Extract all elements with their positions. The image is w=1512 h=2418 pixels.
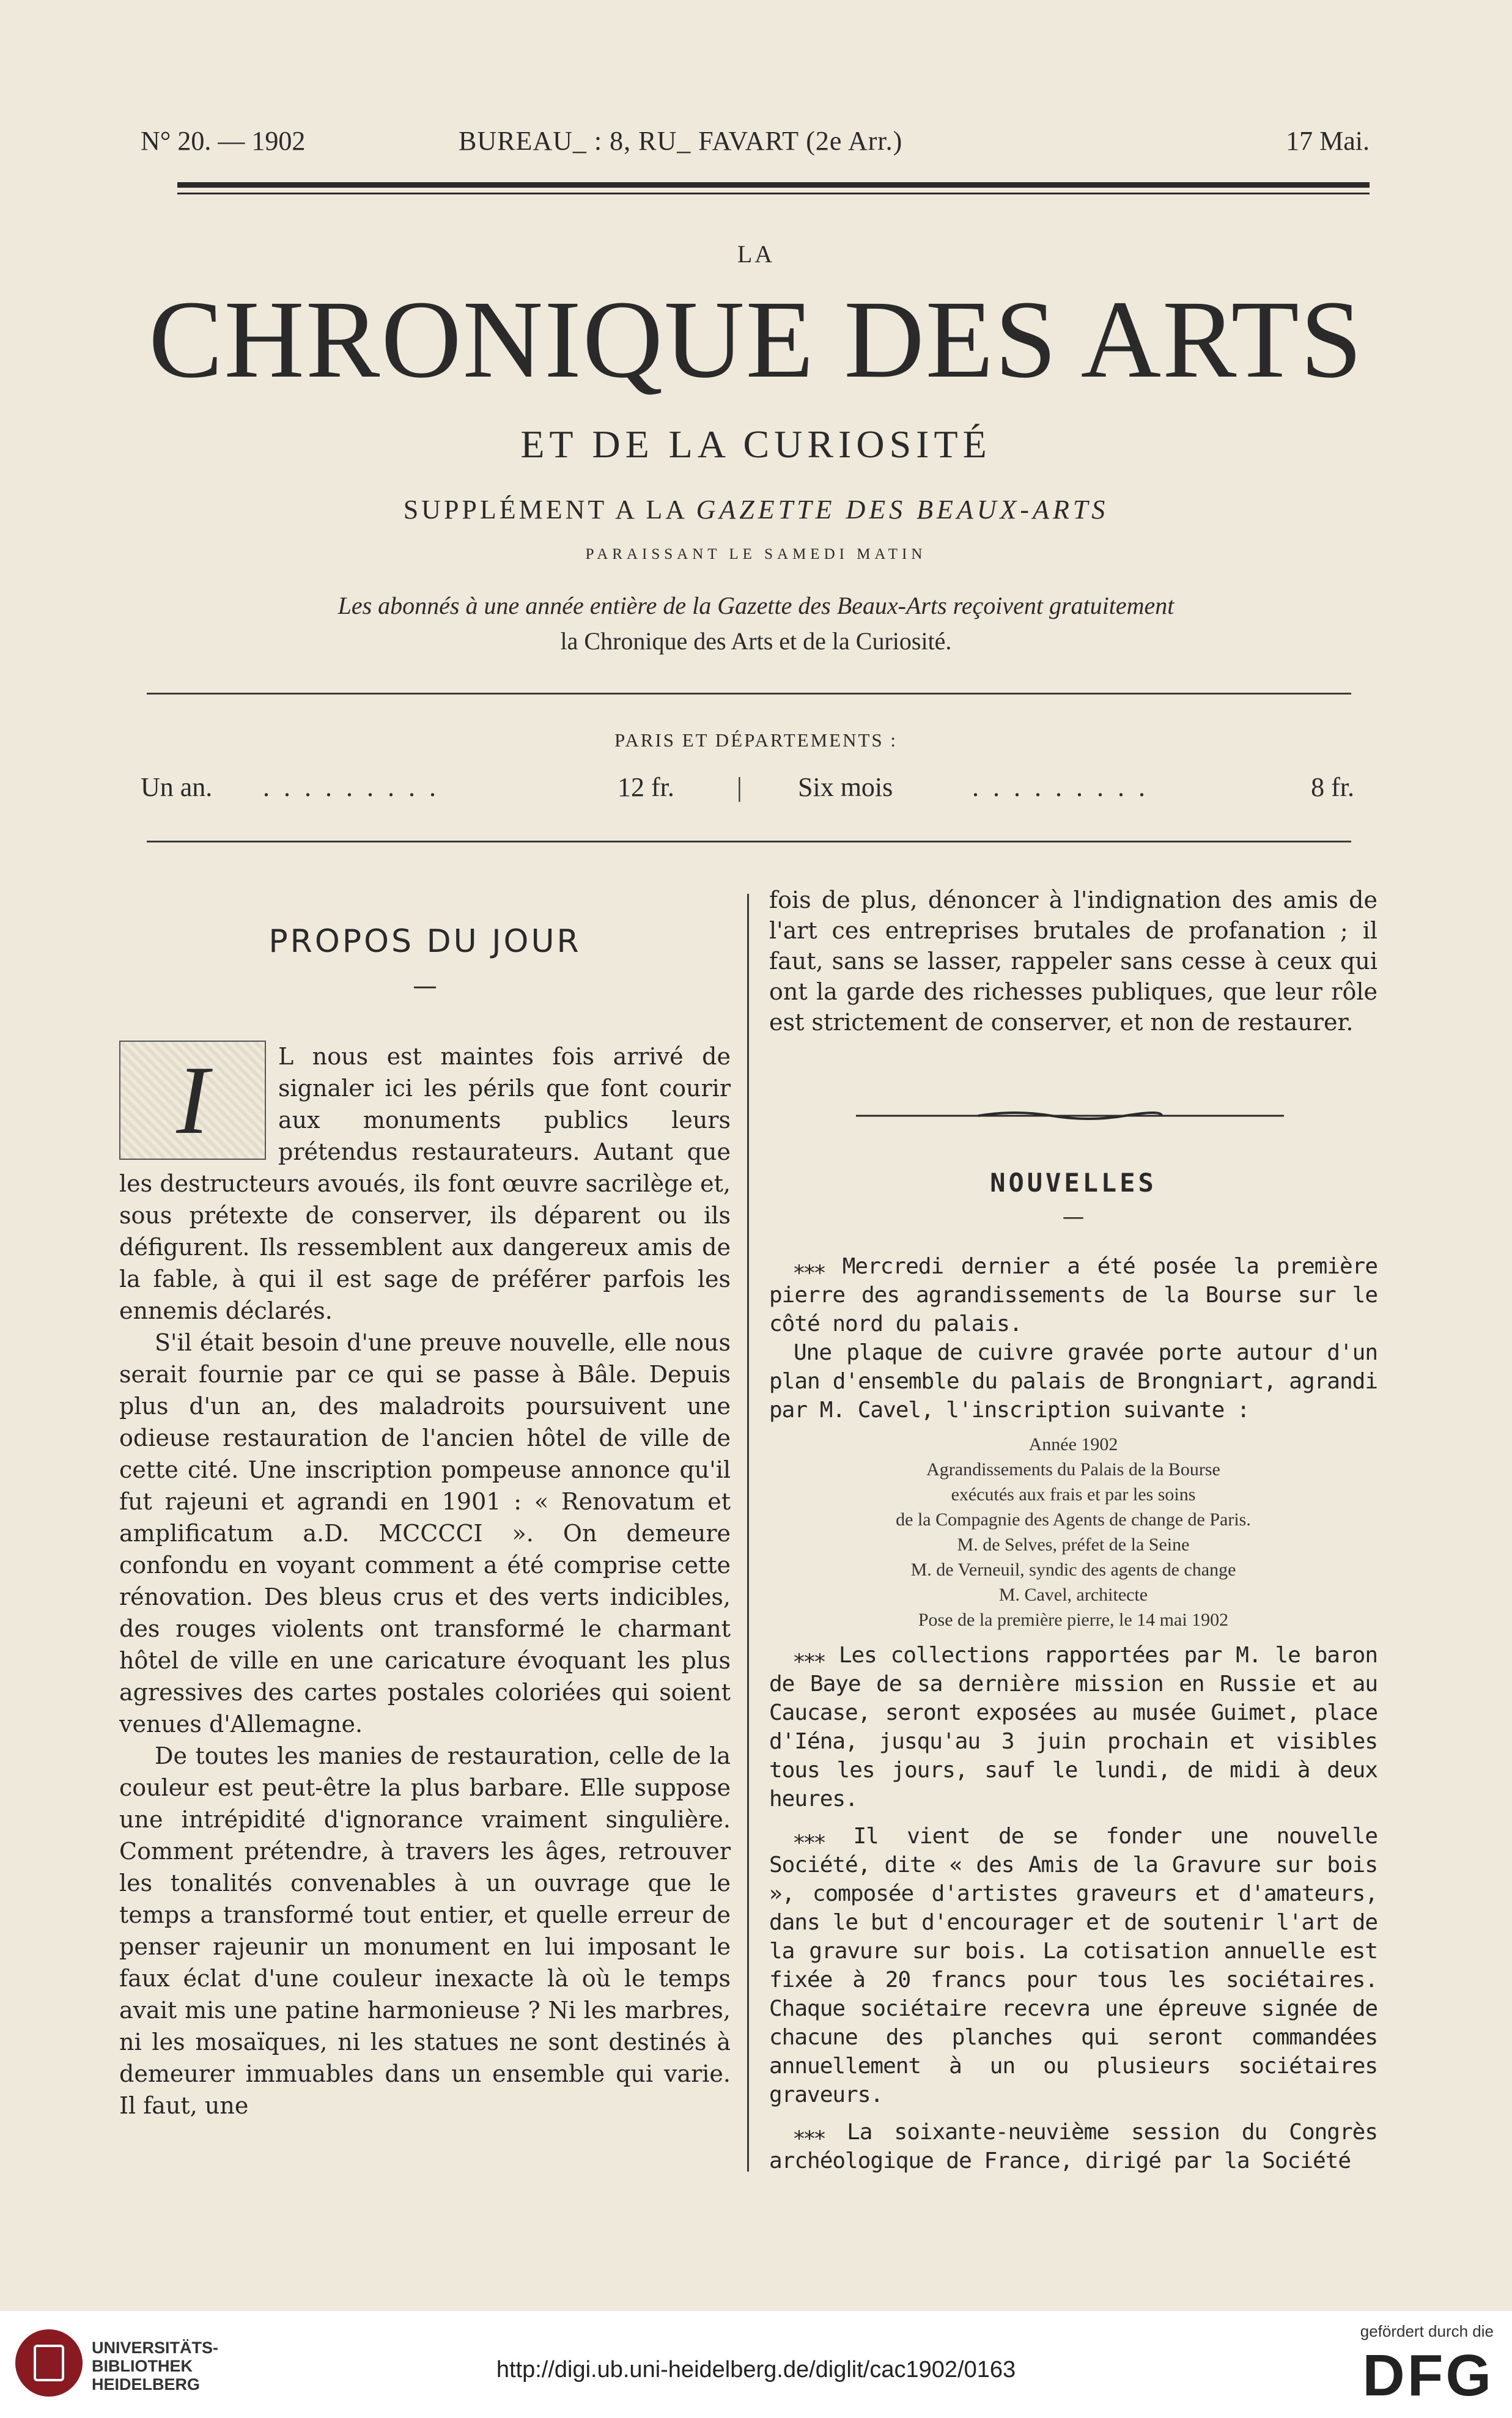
masthead-subtitle: ET DE LA CURIOSITÉ bbox=[520, 422, 992, 466]
price-separator: | bbox=[737, 772, 742, 802]
issue-number: N° 20. — 1902 bbox=[141, 126, 306, 156]
library-line-1: UNIVERSITÄTS- bbox=[92, 2339, 219, 2357]
masthead-title: CHRONIQUE DES ARTS bbox=[149, 278, 1363, 401]
subscribers-line-1: Les abonnés à une année entière de la Gazette des Beaux-Arts reçoivent gratuitement bbox=[337, 592, 1175, 619]
propos-dash: — bbox=[413, 972, 437, 1000]
supplement-line bbox=[0, 494, 1512, 525]
inscription-line: Agrandissements du Palais de la Bourse bbox=[926, 1459, 1220, 1480]
sponsor-caption: gefördert durch die bbox=[1360, 2322, 1494, 2340]
supplement-gazette: GAZETTE DES BEAUX-ARTS bbox=[696, 495, 1109, 525]
inscription-line: M. de Verneuil, syndic des agents de change bbox=[910, 1560, 1236, 1580]
ornamental-dropcap: I bbox=[119, 1041, 266, 1160]
frequency-line: PARAISSANT LE SAMEDI MATIN bbox=[585, 546, 927, 562]
pricing-row bbox=[141, 772, 1354, 808]
inscription-line: M. de Selves, préfet de la Seine bbox=[957, 1535, 1190, 1555]
subscribers-line-2: la Chronique des Arts et de la Curiosité. bbox=[560, 627, 952, 655]
dfg-logo: DFG bbox=[1362, 2343, 1494, 2408]
inscription-line: M. Cavel, architecte bbox=[998, 1585, 1148, 1605]
masthead-article: LA bbox=[737, 240, 775, 268]
year-label: Un an. bbox=[141, 772, 213, 802]
pricing-heading: PARIS ET DÉPARTEMENTS : bbox=[614, 729, 898, 751]
propos-paragraph-2: S'il était besoin d'une preuve nouvelle, elle nous serait fournie par ce qui se passe à Bâle. Depuis plus d'un an, des maladroits poursuivent une odieuse restauration de l'ancien hôtel de ville de cette cité. Une inscription pompeuse annonce qu'il fut rajeuni et agrandi en 1901 : « Renovatum et amplificatum a.D. MCCCCI ». On demeure confondu en voyant comment a été comprise cette rénovation. Des bleus crus et des verts indicibles, des rouges violents ont transformé le charmant hôtel de ville en une caricature évoquant les plus agressives des cartes postales coloriées qui soient venues d'Allemagne. bbox=[119, 1329, 731, 1738]
inscription-line: de la Compagnie des Agents de change de Paris. bbox=[896, 1509, 1251, 1530]
masthead-rule bbox=[147, 693, 1351, 695]
inscription-line: Année 1902 bbox=[1028, 1434, 1118, 1454]
inscription-line: Pose de la première pierre, le 14 mai 1902 bbox=[918, 1610, 1229, 1630]
ornament-divider bbox=[856, 1110, 1284, 1122]
nouvelles-dash: — bbox=[1062, 1204, 1085, 1229]
permalink-url[interactable]: http://digi.ub.uni-heidelberg.de/diglit/cac1902/0163 bbox=[496, 2357, 1016, 2383]
plaque-inscription bbox=[769, 1432, 1377, 1632]
issue-date: 17 Mai. bbox=[1286, 126, 1370, 156]
library-line-3: HEIDELBERG bbox=[92, 2375, 201, 2394]
header-rule-thin bbox=[177, 193, 1370, 194]
year-dots: . . . . . . . . . bbox=[263, 772, 440, 802]
propos-continuation bbox=[769, 885, 1377, 1038]
six-months-dots: . . . . . . . . . bbox=[972, 772, 1149, 802]
nouvelles-title: NOUVELLES bbox=[990, 1168, 1157, 1198]
inscription-line: exécutés aux frais et par les soins bbox=[951, 1484, 1196, 1505]
digitization-footer bbox=[0, 2311, 1512, 2418]
news-item-congres: ⁎⁎⁎ La soixante-neuvième session du Congrès archéologique de France, dirigé par la Société bbox=[769, 2120, 1377, 2173]
news-item-plaque: Une plaque de cuivre gravée porte autour d'un plan d'ensemble du palais de Brongniart, agrandi par M. Cavel, l'inscription suivante : bbox=[769, 1340, 1377, 1423]
pricing-rule bbox=[147, 841, 1351, 842]
nouvelles-body bbox=[769, 1252, 1377, 2175]
continuation-paragraph: fois de plus, dénoncer à l'indignation des amis de l'art ces entreprises brutales de profanation ; il faut, sans se lasser, rappeler sans cesse à ceux qui ont la garde des richesses publiques, que leur rôle est strictement de conserver, et non de restaurer. bbox=[769, 886, 1377, 1036]
news-item-gravure: ⁎⁎⁎ Il vient de se fonder une nouvelle Société, dite « des Amis de la Gravure sur bois », composée d'artistes graveurs et d'amateurs, dans le but d'encourager et de soutenir l'art de la gravure sur bois. La cotisation annuelle est fixée à 20 francs pour tous les sociétaires. Chaque sociétaire recevra une épreuve signée de chacune des planches qui seront commandées annuellement à un ou plusieurs sociétaires graveurs. bbox=[769, 1824, 1377, 2107]
news-item-bourse: ⁎⁎⁎ Mercredi dernier a été posée la première pierre des agrandissements de la Bourse sur le côté nord du palais. bbox=[769, 1254, 1377, 1336]
header-rule-thick bbox=[177, 182, 1370, 188]
column-separator bbox=[747, 894, 749, 2172]
six-months-price: 8 fr. bbox=[1311, 772, 1354, 802]
news-item-baye: ⁎⁎⁎ Les collections rapportées par M. le baron de Baye de sa dernière mission en Russie et au Caucase, seront exposées au musée Guimet, place d'Iéna, jusqu'au 3 juin prochain et visibles tous les jours, sauf le lundi, de midi à deux heures. bbox=[769, 1643, 1377, 1812]
propos-body bbox=[119, 1041, 731, 2121]
bureau-address: BUREAU_ : 8, RU_ FAVART (2e Arr.) bbox=[459, 126, 903, 156]
propos-paragraph-3: De toutes les manies de restauration, celle de la couleur est peut-être la plus barbare. Elle suppose une intrépidité d'ignorance vraiment singulière. Comment prétendre, à travers les âges, retrouver les tonalités convenables à un ouvrage que le temps a transformé tout entier, et quelle erreur de penser rajeunir un monument en lui imposant le faux éclat d'une couleur inexacte là où le temps avait mis une patine harmonieuse ? Ni les marbres, ni les mosaïques, ni les statues ne sont destinés à demeurer immuables dans un ensemble qui varie. Il faut, une bbox=[119, 1742, 731, 2119]
propos-title: PROPOS DU JOUR bbox=[268, 923, 581, 960]
year-price: 12 fr. bbox=[618, 772, 674, 802]
subscribers-note bbox=[0, 588, 1512, 659]
six-months-label: Six mois bbox=[798, 772, 893, 802]
supplement-prefix: SUPPLÉMENT A LA bbox=[403, 495, 687, 525]
library-line-2: BIBLIOTHEK bbox=[92, 2357, 193, 2375]
propos-paragraph-1: L nous est maintes fois arrivé de signaler ici les périls que font courir aux monuments publics leurs prétendus restaurateurs. Autant que les destructeurs avoués, ils font œuvre sacrilège et, sous prétexte de conserver, ils déparent ou ils défigurent. Ils ressemblent aux dangereux amis de la fable, à qui il est sage de préférer parfois les ennemis déclarés. bbox=[119, 1043, 731, 1324]
